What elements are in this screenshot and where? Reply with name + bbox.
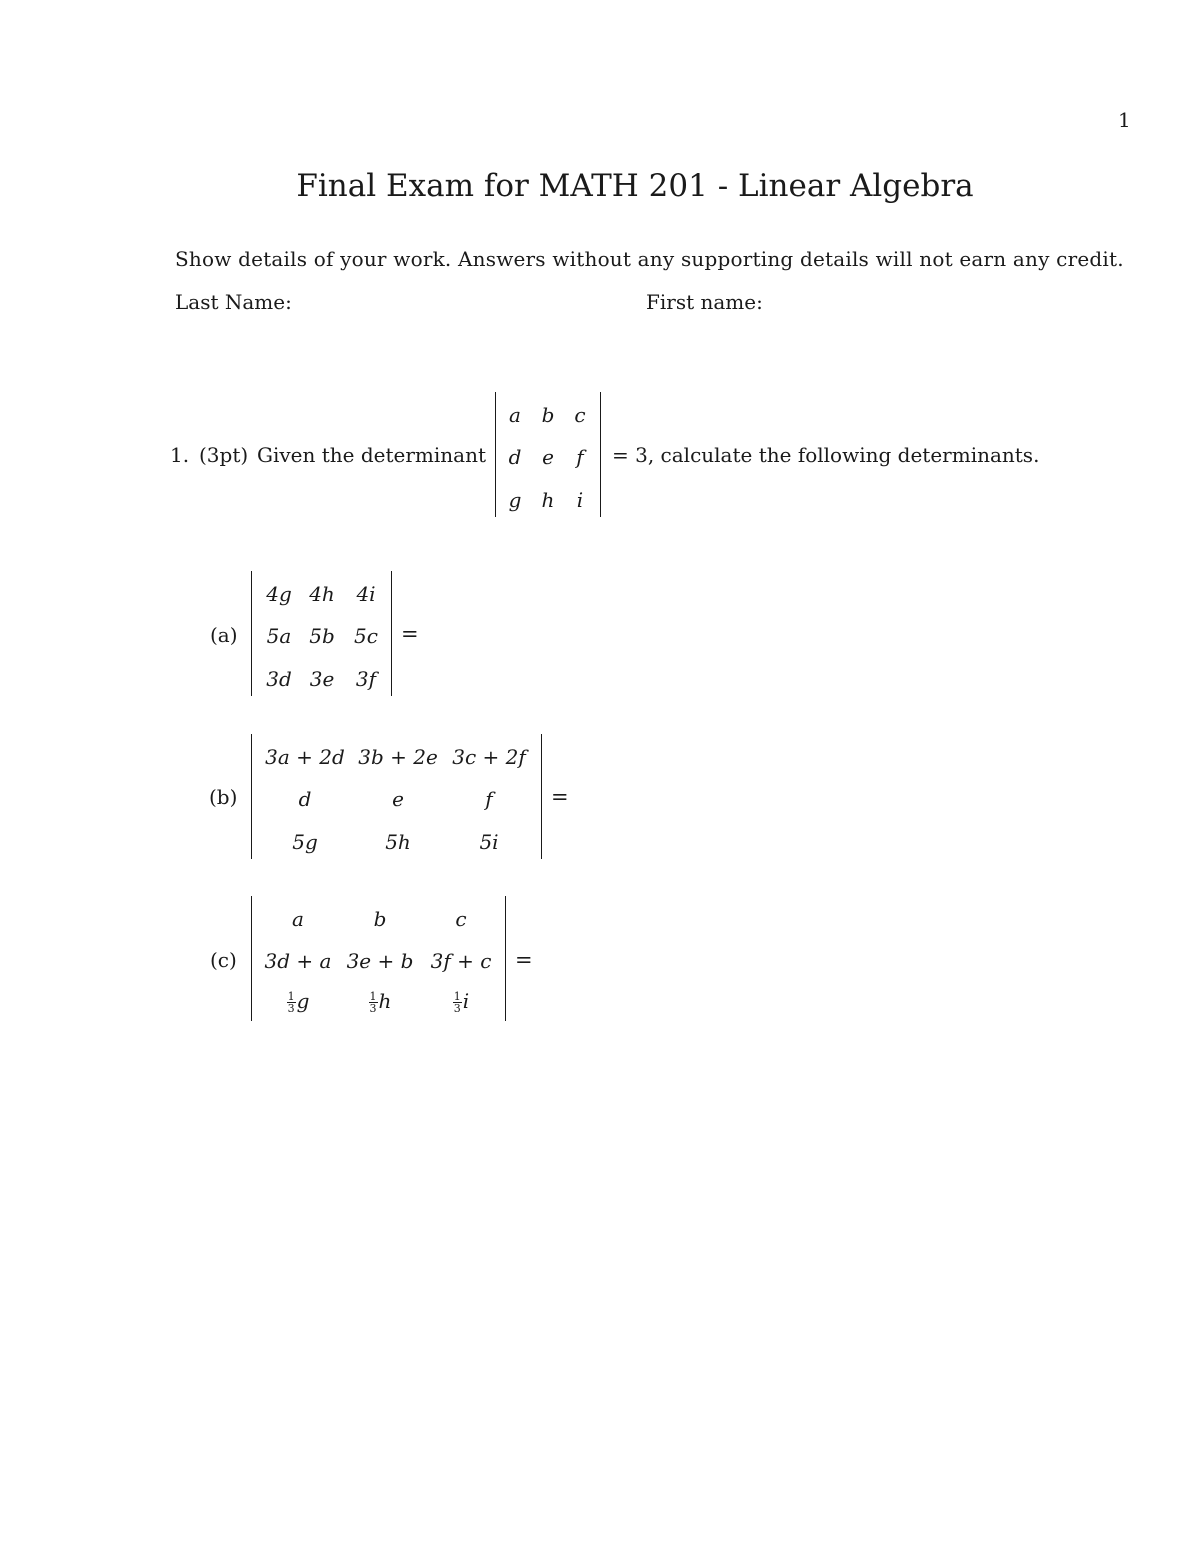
matrix-cell: h [541, 488, 555, 512]
matrix-cell: 3f [355, 667, 377, 691]
matrix-cell: b [541, 403, 555, 427]
instructions: Show details of your work. Answers without any supporting details will not earn any credit. [175, 247, 1124, 271]
fraction-variable: i [462, 989, 470, 1013]
matrix-cell: e [392, 787, 404, 811]
given-determinant [495, 392, 601, 517]
matrix-cell: 5c [354, 624, 378, 648]
matrix-cell: 5h [385, 830, 411, 854]
matrix-cell: 5g [292, 830, 318, 854]
matrix-cell: b [373, 907, 387, 931]
matrix-cell: d [508, 445, 522, 469]
matrix-cell [421, 989, 501, 1014]
matrix-cell: 5b [309, 624, 335, 648]
matrix-cell [258, 989, 338, 1014]
matrix-cell: 3f + c [430, 949, 492, 973]
matrix-cell: a [292, 907, 304, 931]
matrix-cell: 3d + a [264, 949, 332, 973]
matrix-cell: a [509, 403, 521, 427]
matrix-cell: 3c + 2f [452, 745, 526, 769]
fraction-variable: g [296, 989, 310, 1013]
matrix-cell: 5a [266, 624, 292, 648]
part-label: (b) [209, 785, 238, 809]
matrix-cell: 3b + 2e [358, 745, 438, 769]
determinant-c [251, 896, 506, 1021]
first-name-label: First name: [646, 290, 763, 314]
fraction-one-third: $\frac{1}{3}$ [453, 990, 461, 1015]
determinant-a [251, 571, 392, 696]
matrix-cell: c [574, 403, 586, 427]
question-points: (3pt) [199, 443, 249, 467]
matrix-cell: 4h [309, 582, 335, 606]
matrix-cell [340, 989, 420, 1014]
fraction-one-third: $\frac{1}{3}$ [369, 990, 377, 1015]
matrix-cell: i [576, 488, 584, 512]
equals-sign: = [401, 622, 419, 646]
part-label: (c) [210, 948, 237, 972]
matrix-cell: f [576, 445, 584, 469]
matrix-cell: 3d [266, 667, 292, 691]
matrix-cell: 3a + 2d [265, 745, 345, 769]
matrix-cell: e [542, 445, 554, 469]
matrix-cell: f [485, 787, 493, 811]
question-prompt: Given the determinant [257, 443, 487, 467]
part-label: (a) [210, 623, 238, 647]
equals-sign: = [515, 948, 533, 972]
fraction-one-third: $\frac{1}{3}$ [287, 990, 295, 1015]
equals-sign: = [551, 785, 569, 809]
fraction-variable: h [378, 989, 392, 1013]
page-number: 1 [1118, 108, 1131, 132]
matrix-cell: 4g [266, 582, 292, 606]
determinant-b [251, 734, 542, 859]
matrix-cell: 5i [479, 830, 499, 854]
matrix-cell: d [298, 787, 312, 811]
matrix-cell: c [455, 907, 467, 931]
question-number: 1. [170, 443, 190, 467]
matrix-cell: 4i [356, 582, 376, 606]
matrix-cell: 3e [309, 667, 335, 691]
last-name-label: Last Name: [175, 290, 292, 314]
matrix-cell: 3e + b [346, 949, 414, 973]
matrix-cell: g [508, 488, 522, 512]
exam-title: Final Exam for MATH 201 - Linear Algebra [296, 168, 974, 204]
question-prompt-continuation: = 3, calculate the following determinants. [612, 443, 1040, 467]
